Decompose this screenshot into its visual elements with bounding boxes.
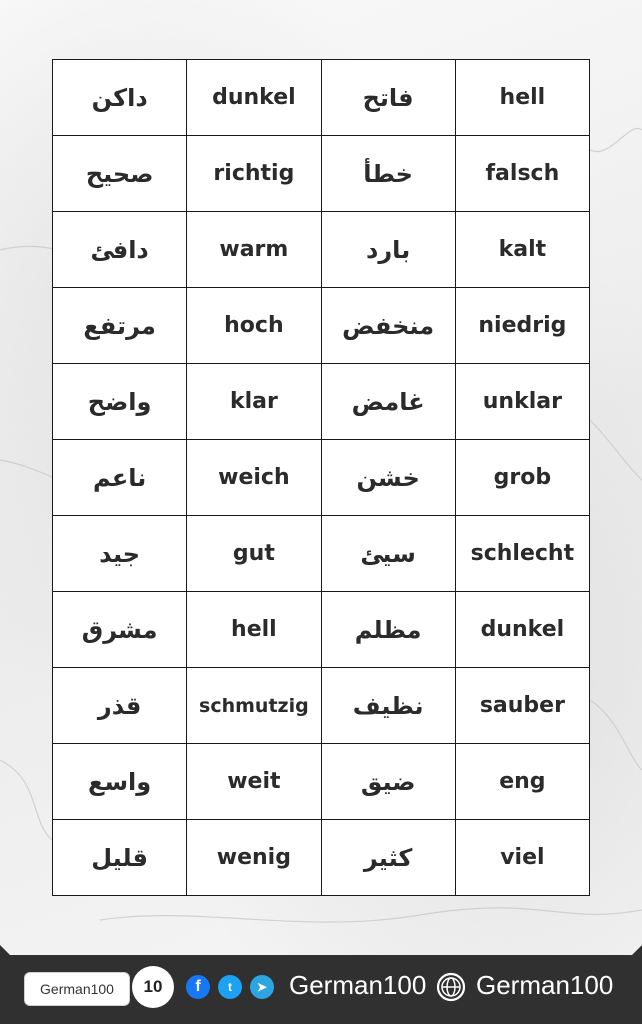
table-row: [53, 60, 590, 136]
table-row: [53, 212, 590, 288]
arabic-opposite-cell: قذر: [53, 668, 187, 744]
arabic-opposite-cell: صحيح: [53, 136, 187, 212]
arabic-opposite-cell: جيد: [53, 516, 187, 592]
table-row: [53, 668, 590, 744]
arabic-word-cell: مظلم: [321, 592, 455, 668]
telegram-glyph: ➤: [256, 980, 268, 994]
arabic-word-cell: فاتح: [321, 60, 455, 136]
arabic-opposite-cell: داكن: [53, 60, 187, 136]
arabic-word-cell: منخفض: [321, 288, 455, 364]
arabic-word-cell: سيئ: [321, 516, 455, 592]
german-opposite-cell: klar: [187, 364, 321, 440]
arabic-opposite-cell: مرتفع: [53, 288, 187, 364]
arabic-word-cell: غامض: [321, 364, 455, 440]
arabic-word-cell: خطأ: [321, 136, 455, 212]
german-opposite-cell: weit: [187, 744, 321, 820]
german-word-cell: unklar: [455, 364, 589, 440]
german-word-cell: sauber: [455, 668, 589, 744]
german-opposite-cell: schmutzig: [187, 668, 321, 744]
arabic-word-cell: نظيف: [321, 668, 455, 744]
brand-label[interactable]: [24, 972, 130, 1006]
arabic-opposite-cell: مشرق: [53, 592, 187, 668]
brand-logo[interactable]: [132, 966, 174, 1008]
arabic-opposite-cell: دافئ: [53, 212, 187, 288]
globe-icon: [436, 972, 466, 1002]
arabic-opposite-cell: قليل: [53, 820, 187, 896]
arabic-opposite-cell: واضح: [53, 364, 187, 440]
logo-mark-icon: [144, 977, 163, 997]
german-word-cell: kalt: [455, 212, 589, 288]
vocabulary-table: [52, 59, 590, 896]
german-word-cell: dunkel: [455, 592, 589, 668]
german-opposite-cell: gut: [187, 516, 321, 592]
website-handle[interactable]: German100: [476, 970, 614, 1000]
table-row: [53, 592, 590, 668]
german-word-cell: grob: [455, 440, 589, 516]
arabic-opposite-cell: واسع: [53, 744, 187, 820]
german-opposite-cell: hoch: [187, 288, 321, 364]
table-row: [53, 820, 590, 896]
german-opposite-cell: weich: [187, 440, 321, 516]
facebook-icon[interactable]: [186, 975, 210, 999]
telegram-icon[interactable]: [250, 975, 274, 999]
german-word-cell: niedrig: [455, 288, 589, 364]
twitter-icon[interactable]: [218, 975, 242, 999]
german-word-cell: schlecht: [455, 516, 589, 592]
facebook-glyph: f: [195, 978, 201, 995]
arabic-word-cell: ضيق: [321, 744, 455, 820]
arabic-opposite-cell: ناعم: [53, 440, 187, 516]
german-word-cell: falsch: [455, 136, 589, 212]
german-opposite-cell: wenig: [187, 820, 321, 896]
brand-label-text: German100: [40, 981, 114, 997]
twitter-glyph: t: [228, 980, 232, 994]
social-handle[interactable]: German100: [289, 970, 427, 1000]
table-row: [53, 136, 590, 212]
table-row: [53, 744, 590, 820]
arabic-word-cell: بارد: [321, 212, 455, 288]
table-row: [53, 516, 590, 592]
german-word-cell: eng: [455, 744, 589, 820]
german-opposite-cell: dunkel: [187, 60, 321, 136]
arabic-word-cell: خشن: [321, 440, 455, 516]
german-opposite-cell: richtig: [187, 136, 321, 212]
table-row: [53, 364, 590, 440]
german-word-cell: hell: [455, 60, 589, 136]
logo-text: 10: [143, 977, 163, 996]
german-word-cell: viel: [455, 820, 589, 896]
german-opposite-cell: hell: [187, 592, 321, 668]
table-row: [53, 440, 590, 516]
arabic-word-cell: كثير: [321, 820, 455, 896]
table-row: [53, 288, 590, 364]
german-opposite-cell: warm: [187, 212, 321, 288]
